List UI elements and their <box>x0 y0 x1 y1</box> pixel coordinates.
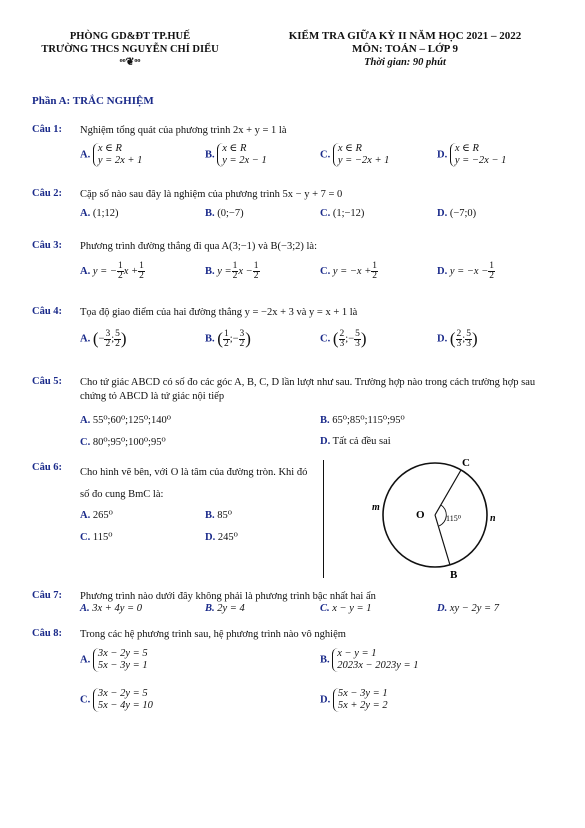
q5-option-b[interactable] <box>320 414 405 426</box>
option-letter: B. <box>320 654 330 666</box>
option-letter: D. <box>437 208 448 219</box>
q1-option-d[interactable] <box>437 143 506 167</box>
exam-duration: Thời gian: 90 phút <box>364 57 446 68</box>
q8-option-c[interactable] <box>80 688 153 712</box>
option-letter: D. <box>437 603 448 614</box>
option-value: (1;12) <box>92 208 119 219</box>
denominator: 3 <box>355 338 360 349</box>
sign: − <box>98 333 105 345</box>
exam-title: KIỂM TRA GIỮA KỲ II NĂM HỌC 2021 – 2022 <box>288 30 522 42</box>
angle-label: 115⁰ <box>446 514 461 523</box>
option-value: Tất cả đều sai <box>332 436 391 447</box>
option-letter: A. <box>80 208 91 219</box>
option-letter: C. <box>320 265 331 277</box>
option-letter: D. <box>437 333 448 345</box>
fraction <box>465 330 472 349</box>
q4-option-c[interactable]: C. ( $\frac{2}{3}$ ;− $\frac{5}{3}$ ) <box>320 328 367 349</box>
fraction <box>371 262 378 281</box>
option-letter: B. <box>205 603 215 614</box>
question-text: Cho tứ giác ABCD có số đo các góc A, B, C, D lần lượt như sau. Trường hợp nào trong cách trường hợp sau chứng tỏ ABCD là tứ giác nội tiếp <box>80 377 536 402</box>
option-letter: D. <box>437 265 448 277</box>
question-label: Câu 4: <box>32 306 63 317</box>
option-value: (1;−12) <box>332 208 365 219</box>
header-ornament: ᵒᵒ❦ᵒᵒ <box>119 57 141 68</box>
option-letter: C. <box>320 603 330 614</box>
option-letter: C. <box>320 208 331 219</box>
fraction <box>223 330 230 349</box>
option-letter: A. <box>80 654 91 666</box>
option-letter: C. <box>320 333 331 345</box>
denominator: 2 <box>117 271 123 281</box>
option-letter: A. <box>80 603 90 614</box>
sys-line: x ∈ R <box>337 143 362 154</box>
sys-line: x ∈ R <box>97 143 122 154</box>
sys-line: y = 2x + 1 <box>97 155 143 166</box>
question-label: Câu 6: <box>32 462 63 473</box>
sys-line: x ∈ R <box>454 143 479 154</box>
q3-option-c[interactable] <box>320 262 378 281</box>
option-value: 85⁰ <box>217 510 232 521</box>
q4-option-a[interactable]: A. (− $\frac{3}{2}$ ; $\frac{5}{2}$ ) <box>80 328 127 349</box>
q6-option-b[interactable] <box>205 509 232 521</box>
denominator: 2 <box>372 271 378 281</box>
figure-divider <box>323 460 324 578</box>
option-value: 65⁰;85⁰;115⁰;95⁰ <box>332 415 405 426</box>
expr-part: y = <box>217 265 232 277</box>
sys-line: x ∈ R <box>222 143 247 154</box>
fraction <box>456 330 463 349</box>
question-label: Câu 3: <box>32 240 63 251</box>
denominator: 2 <box>489 271 495 281</box>
expr-part: x + <box>123 265 139 277</box>
sign: − <box>348 333 355 345</box>
numerator: 5 <box>466 328 471 339</box>
expr-part: x − <box>238 265 253 277</box>
label-b: B <box>450 569 458 580</box>
numerator: 1 <box>253 261 259 271</box>
option-letter: D. <box>320 694 331 706</box>
option-letter: A. <box>80 265 91 277</box>
option-letter: B. <box>205 510 215 521</box>
sys-line: 3x − 2y = 5 <box>97 688 148 699</box>
option-value: 245⁰ <box>217 532 238 543</box>
q5-option-a[interactable] <box>80 414 171 426</box>
fraction <box>138 262 145 281</box>
fraction <box>339 330 346 349</box>
option-value: 3x + 4y = 0 <box>92 603 143 614</box>
denominator: 3 <box>339 338 345 349</box>
numerator: 1 <box>223 328 229 339</box>
fraction <box>354 330 361 349</box>
option-letter: C. <box>80 694 91 706</box>
q2-option-d[interactable] <box>437 208 476 219</box>
numerator: 3 <box>105 328 111 339</box>
numerator: 1 <box>489 261 495 271</box>
option-value: xy − 2y = 7 <box>449 603 499 614</box>
option-value: x − y = 1 <box>332 603 372 614</box>
denominator: 2 <box>253 271 259 281</box>
sys-line: 3x − 2y = 5 <box>97 648 148 659</box>
sys-line: 5x − 3y = 1 <box>337 688 388 699</box>
option-letter: D. <box>205 532 216 543</box>
option-value: (−7;0) <box>449 208 477 219</box>
option-letter: C. <box>80 532 91 543</box>
q6-option-a[interactable] <box>80 509 113 521</box>
q3-option-a[interactable] <box>80 262 145 281</box>
numerator: 1 <box>139 261 144 271</box>
q4-option-d[interactable]: D. ( $\frac{2}{3}$ ; $\frac{5}{3}$ ) <box>437 328 478 349</box>
q8-option-a[interactable] <box>80 648 148 672</box>
q3-option-b[interactable] <box>205 262 260 281</box>
expr-part: y = −x + <box>332 265 372 277</box>
numerator: 5 <box>355 328 360 339</box>
option-letter: A. <box>80 333 91 345</box>
numerator: 1 <box>117 261 123 271</box>
option-letter: A. <box>80 149 91 161</box>
option-letter: B. <box>205 333 215 345</box>
radius-oc <box>435 470 461 515</box>
q7-option-d[interactable] <box>437 603 499 614</box>
sign: − <box>232 333 239 345</box>
label-n: n <box>490 513 496 524</box>
option-value: 55⁰;60⁰;125⁰;140⁰ <box>92 415 171 426</box>
denominator: 2 <box>139 271 144 281</box>
question-text: Phương trình nào dưới đây không phải là phương trình bậc nhất hai ẩn <box>80 591 376 602</box>
circle-figure <box>360 455 510 580</box>
fraction <box>104 330 111 349</box>
q7-option-b[interactable] <box>205 603 245 614</box>
option-letter: D. <box>437 149 448 161</box>
option-letter: C. <box>320 149 331 161</box>
question-text: Tọa độ giao điểm của hai đường thẳng y = −2x + 3 và y = x + 1 là <box>80 307 358 318</box>
question-text: Trong các hệ phương trình sau, hệ phương trình nào vô nghiệm <box>80 629 346 640</box>
question-text: Cho hình vẽ bên, với O là tâm của đường tròn. Khi đó số đo cung BmC là: <box>80 467 308 500</box>
question-label: Câu 2: <box>32 188 63 199</box>
question-text: Phương trình đường thẳng đi qua A(3;−1) và B(−3;2) là: <box>80 241 318 252</box>
numerator: 1 <box>232 261 238 271</box>
option-value: 265⁰ <box>92 510 113 521</box>
fraction <box>117 262 124 281</box>
q6-option-d[interactable] <box>205 531 238 543</box>
sys-line: 5x + 2y = 2 <box>337 700 388 711</box>
section-title: Phần A: TRẮC NGHIỆM <box>32 95 154 107</box>
option-letter: D. <box>320 436 331 447</box>
sys-line: 5x − 3y = 1 <box>97 660 148 671</box>
question-label: Câu 7: <box>32 590 63 601</box>
denominator: 2 <box>223 338 229 349</box>
q5-option-c[interactable] <box>80 436 166 448</box>
sys-line: y = −2x − 1 <box>454 155 507 166</box>
label-c: C <box>462 457 470 469</box>
denominator: 3 <box>456 338 462 349</box>
question-text: Cặp số nào sau đây là nghiệm của phương trình 5x − y + 7 = 0 <box>80 189 343 200</box>
numerator: 2 <box>456 328 462 339</box>
numerator: 1 <box>372 261 378 271</box>
q2-option-c[interactable] <box>320 208 364 219</box>
sys-line: x − y = 1 <box>337 648 377 659</box>
option-letter: B. <box>205 265 215 277</box>
denominator: 2 <box>115 338 120 349</box>
fraction <box>114 330 121 349</box>
option-value: 2y = 4 <box>217 603 245 614</box>
exam-header <box>255 30 555 69</box>
q6-option-c[interactable] <box>80 531 112 543</box>
option-value: 80⁰;95⁰;100⁰;95⁰ <box>92 437 166 448</box>
numerator: 3 <box>239 328 245 339</box>
sys-line: y = 2x − 1 <box>222 155 267 166</box>
label-o: O <box>416 509 425 521</box>
question-label: Câu 8: <box>32 628 63 639</box>
question-label: Câu 5: <box>32 376 63 387</box>
denominator: 2 <box>105 338 111 349</box>
option-letter: A. <box>80 415 91 426</box>
q7-option-a[interactable] <box>80 603 142 614</box>
sys-line: 5x − 4y = 10 <box>97 700 153 711</box>
expr-part: y = − <box>92 265 117 277</box>
q3-option-d[interactable] <box>437 262 495 281</box>
q4-option-b[interactable]: B. ( $\frac{1}{2}$ ;− $\frac{3}{2}$ ) <box>205 328 251 349</box>
option-letter: B. <box>320 415 330 426</box>
q7-option-c[interactable] <box>320 603 372 614</box>
option-letter: A. <box>80 510 91 521</box>
label-m: m <box>372 502 380 513</box>
q1-option-b[interactable] <box>205 143 267 167</box>
numerator: 5 <box>115 328 120 339</box>
denominator: 3 <box>466 338 471 349</box>
denominator: 2 <box>232 271 238 281</box>
question-label: Câu 1: <box>32 124 63 135</box>
denominator: 2 <box>239 338 245 349</box>
q1-option-c[interactable] <box>320 143 389 167</box>
option-letter: C. <box>80 437 91 448</box>
q1-option-a[interactable] <box>80 143 142 167</box>
fraction <box>253 262 260 281</box>
school-name: TRƯỜNG THCS NGUYỄN CHÍ DIỂU <box>41 44 219 55</box>
option-letter: B. <box>205 208 215 219</box>
expr-part: y = −x − <box>449 265 489 277</box>
q2-option-b[interactable] <box>205 208 244 219</box>
q2-option-a[interactable] <box>80 208 119 219</box>
sys-line: 2023x − 2023y = 1 <box>337 660 419 671</box>
department-name: PHÒNG GD&ĐT TP.HUẾ <box>69 31 191 42</box>
school-header <box>20 30 240 69</box>
question-text: Nghiệm tổng quát của phương trình 2x + y = 1 là <box>80 125 287 136</box>
option-letter: B. <box>205 149 215 161</box>
q8-option-b[interactable] <box>320 648 419 672</box>
sys-line: y = −2x + 1 <box>337 155 390 166</box>
fraction <box>488 262 495 281</box>
numerator: 2 <box>339 328 345 339</box>
q5-option-d[interactable] <box>320 436 391 447</box>
q8-option-d[interactable] <box>320 688 388 712</box>
option-value: 115⁰ <box>92 532 113 543</box>
option-value: (0;−7) <box>217 208 244 219</box>
exam-subject: MÔN: TOÁN – LỚP 9 <box>352 43 458 55</box>
